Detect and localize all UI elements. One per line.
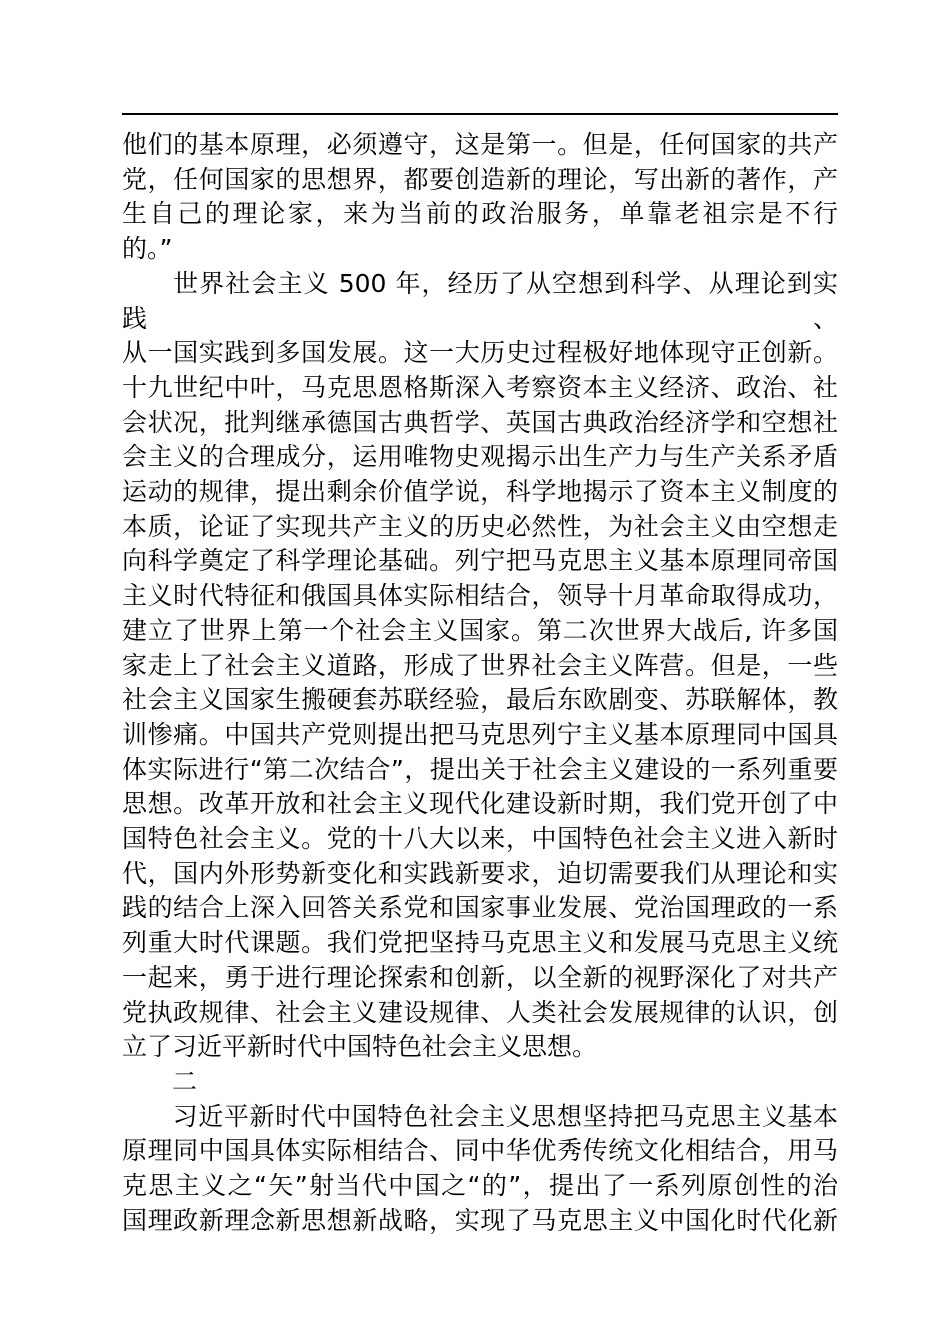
text-line: 代，国内外形势新变化和实践新要求，迫切需要我们从理论和实 — [122, 858, 838, 888]
text-line: 十九世纪中叶，马克思恩格斯深入考察资本主义经济、政治、社 — [122, 372, 838, 402]
text-line — [122, 1100, 838, 1135]
text-line: 向科学奠定了科学理论基础。列宁把马克思主义基本原理同帝国 — [122, 546, 838, 576]
text-line: 建立了世界上第一个社会主义国家。第二次世界大战后, 许多国 — [122, 615, 838, 645]
text-line: 他们的基本原理，必须遵守，这是第一。但是，任何国家的共产 — [122, 130, 838, 159]
text-line: 践的结合上深入回答关系党和国家事业发展、党治国理政的一系 — [122, 893, 838, 923]
text-line: 会状况，批判继承德国古典哲学、英国古典政治经济学和空想社 — [122, 407, 838, 437]
text-line: 党执政规律、社会主义建设规律、人类社会发展规律的认识，创 — [122, 997, 838, 1027]
header-rule — [122, 113, 838, 115]
text-line: 生自己的理论家，来为当前的政治服务，单靠老祖宗是不行 — [122, 199, 838, 229]
text-line: 社会主义国家生搬硬套苏联经验，最后东欧剧变、苏联解体，教 — [122, 685, 838, 715]
text-line: 本质，论证了实现共产主义的历史必然性，为社会主义由空想走 — [122, 511, 838, 541]
text-line-content: 习近平新时代中国特色社会主义思想坚持把马克思主义基本 — [172, 1101, 838, 1131]
text-line — [122, 267, 838, 336]
text-line: 体实际进行“第二次结合”，提出关于社会主义建设的一系列重要 — [122, 754, 838, 784]
section-heading-text: 二 — [172, 1066, 198, 1096]
text-line: 列重大时代课题。我们党把坚持马克思主义和发展马克思主义统 — [122, 928, 838, 958]
text-line-content: 世界社会主义 500 年，经历了从空想到科学、从理论到实践、 — [122, 268, 838, 333]
section-heading — [122, 1065, 838, 1100]
text-line: 原理同中国具体实际相结合、同中华优秀传统文化相结合，用马 — [122, 1136, 838, 1166]
text-line: 立了习近平新时代中国特色社会主义思想。 — [122, 1032, 598, 1062]
text-line: 训惨痛。中国共产党则提出把马克思列宁主义基本原理同中国具 — [122, 719, 838, 749]
text-line: 的。” — [122, 234, 173, 264]
text-line: 会主义的合理成分，运用唯物史观揭示出生产力与生产关系矛盾 — [122, 442, 838, 472]
text-line: 主义时代特征和俄国具体实际相结合，领导十月革命取得成功， — [122, 581, 838, 611]
text-line: 思想。改革开放和社会主义现代化建设新时期，我们党开创了中 — [122, 789, 838, 819]
text-line: 国理政新理念新思想新战略，实现了马克思主义中国化时代化新 — [122, 1205, 838, 1235]
text-line: 一起来，勇于进行理论探索和创新，以全新的视野深化了对共产 — [122, 962, 838, 992]
text-line: 党，任何国家的思想界，都要创造新的理论，写出新的著作，产 — [122, 164, 838, 194]
text-line: 从一国实践到多国发展。这一大历史过程极好地体现守正创新。 — [122, 338, 838, 368]
text-line: 家走上了社会主义道路，形成了世界社会主义阵营。但是，一些 — [122, 650, 838, 680]
text-line: 国特色社会主义。党的十八大以来，中国特色社会主义进入新时 — [122, 824, 838, 854]
text-line: 运动的规律，提出剩余价值学说，科学地揭示了资本主义制度的 — [122, 477, 838, 507]
body-text — [122, 128, 838, 1239]
text-line: 克思主义之“矢”射当代中国之“的”，提出了一系列原创性的治 — [122, 1171, 838, 1201]
